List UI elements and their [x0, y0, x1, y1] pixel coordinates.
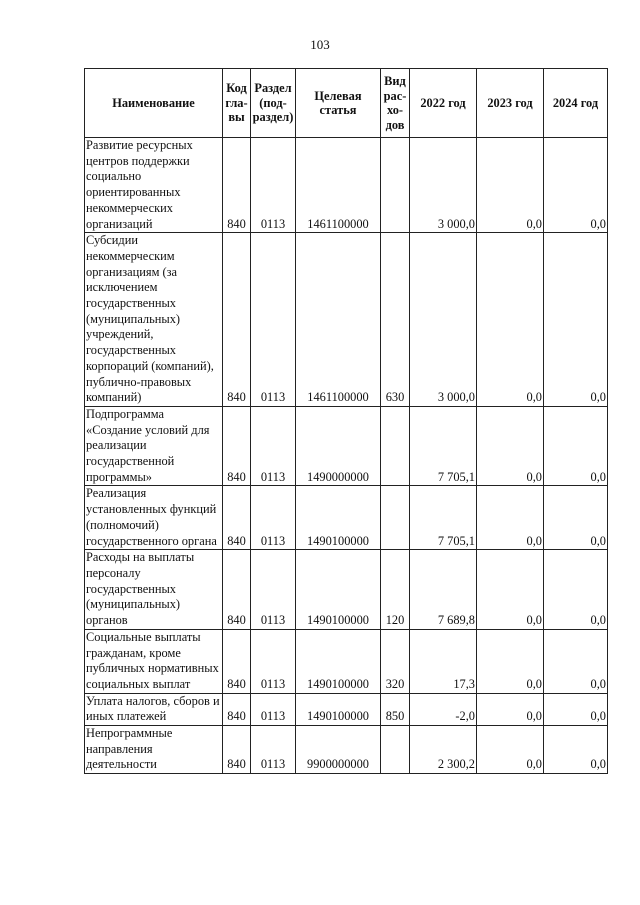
- row-chapter-code: 840: [223, 550, 251, 630]
- row-target-article: 1490100000: [296, 550, 381, 630]
- row-2024: 0,0: [544, 138, 608, 233]
- row-chapter-code: 840: [223, 138, 251, 233]
- row-name: Подпрограмма «Создание условий для реализации государственной программы»: [85, 406, 223, 486]
- row-section: 0113: [251, 406, 296, 486]
- row-expense-type: 630: [381, 233, 410, 407]
- row-expense-type: [381, 406, 410, 486]
- row-section: 0113: [251, 550, 296, 630]
- header-section: Раздел (под-раздел): [251, 69, 296, 138]
- row-chapter-code: 840: [223, 233, 251, 407]
- header-2023: 2023 год: [477, 69, 544, 138]
- table-row: [85, 233, 608, 407]
- row-name: Уплата налогов, сборов и иных платежей: [85, 693, 223, 725]
- row-chapter-code: 840: [223, 406, 251, 486]
- row-chapter-code: 840: [223, 693, 251, 725]
- row-expense-type: 120: [381, 550, 410, 630]
- header-row: [85, 69, 608, 138]
- row-2024: 0,0: [544, 629, 608, 693]
- row-2022: -2,0: [410, 693, 477, 725]
- row-section: 0113: [251, 486, 296, 550]
- row-section: 0113: [251, 233, 296, 407]
- row-2022: 7 705,1: [410, 406, 477, 486]
- row-expense-type: 850: [381, 693, 410, 725]
- row-2022: 3 000,0: [410, 233, 477, 407]
- header-2022: 2022 год: [410, 69, 477, 138]
- table-row: [85, 693, 608, 725]
- row-2023: 0,0: [477, 406, 544, 486]
- table-row: [85, 406, 608, 486]
- header-expense-type: Вид рас-хо-дов: [381, 69, 410, 138]
- row-name: Расходы на выплаты персоналу государственных (муниципальных) органов: [85, 550, 223, 630]
- row-target-article: 1490100000: [296, 629, 381, 693]
- row-target-article: 1490100000: [296, 486, 381, 550]
- row-2024: 0,0: [544, 726, 608, 774]
- row-2024: 0,0: [544, 233, 608, 407]
- header-name: Наименование: [85, 69, 223, 138]
- row-target-article: 9900000000: [296, 726, 381, 774]
- row-2023: 0,0: [477, 486, 544, 550]
- table-row: [85, 629, 608, 693]
- row-target-article: 1461100000: [296, 138, 381, 233]
- header-chapter-code: Код гла-вы: [223, 69, 251, 138]
- row-expense-type: [381, 726, 410, 774]
- row-section: 0113: [251, 726, 296, 774]
- row-expense-type: [381, 138, 410, 233]
- row-section: 0113: [251, 138, 296, 233]
- row-target-article: 1490000000: [296, 406, 381, 486]
- row-name: Развитие ресурсных центров поддержки социально ориентированных некоммерческих организаций: [85, 138, 223, 233]
- row-target-article: 1490100000: [296, 693, 381, 725]
- row-target-article: 1461100000: [296, 233, 381, 407]
- row-name: Субсидии некоммерческим организациям (за исключением государственных (муниципальных) учреждений, государственных корпораций (компаний), публично-правовых компаний): [85, 233, 223, 407]
- row-section: 0113: [251, 629, 296, 693]
- row-expense-type: [381, 486, 410, 550]
- row-2024: 0,0: [544, 693, 608, 725]
- row-name: Социальные выплаты гражданам, кроме публичных нормативных социальных выплат: [85, 629, 223, 693]
- row-2024: 0,0: [544, 486, 608, 550]
- row-2024: 0,0: [544, 406, 608, 486]
- header-target-article: Целевая статья: [296, 69, 381, 138]
- row-2023: 0,0: [477, 629, 544, 693]
- row-2022: 7 705,1: [410, 486, 477, 550]
- row-chapter-code: 840: [223, 629, 251, 693]
- row-expense-type: 320: [381, 629, 410, 693]
- row-2022: 3 000,0: [410, 138, 477, 233]
- table-row: [85, 726, 608, 774]
- page-number: 103: [310, 37, 330, 52]
- row-name: Реализация установленных функций (полномочий) государственного органа: [85, 486, 223, 550]
- budget-table: [84, 68, 608, 774]
- row-2022: 2 300,2: [410, 726, 477, 774]
- table-row: [85, 138, 608, 233]
- row-chapter-code: 840: [223, 486, 251, 550]
- row-2023: 0,0: [477, 726, 544, 774]
- table-row: [85, 550, 608, 630]
- row-2023: 0,0: [477, 138, 544, 233]
- row-2022: 7 689,8: [410, 550, 477, 630]
- row-section: 0113: [251, 693, 296, 725]
- row-2023: 0,0: [477, 550, 544, 630]
- header-2024: 2024 год: [544, 69, 608, 138]
- row-chapter-code: 840: [223, 726, 251, 774]
- row-2023: 0,0: [477, 233, 544, 407]
- row-2022: 17,3: [410, 629, 477, 693]
- table-row: [85, 486, 608, 550]
- row-2024: 0,0: [544, 550, 608, 630]
- row-name: Непрограммные направления деятельности: [85, 726, 223, 774]
- row-2023: 0,0: [477, 693, 544, 725]
